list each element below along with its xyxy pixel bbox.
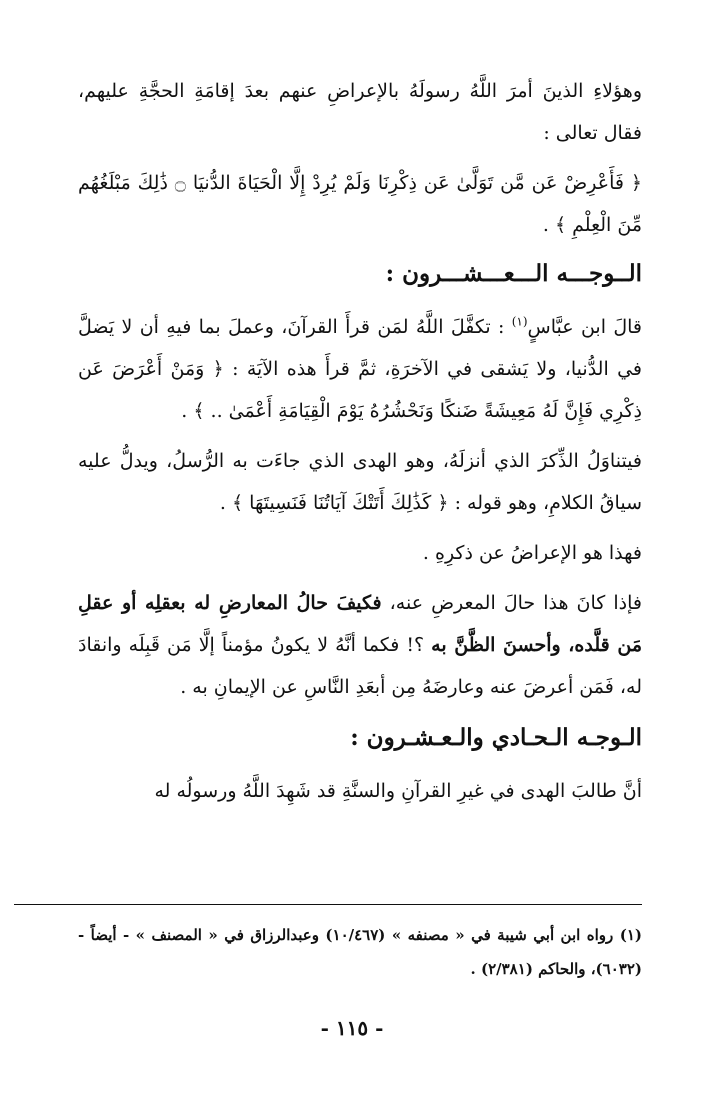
section-heading-twenty-first: الـوجـه الـحـادي والـعـشـرون :	[350, 724, 642, 751]
ibn-abbas-text-cont: : تكفَّلَ اللَّهُ لمَن قرأَ القرآنَ، وعملَ بما فيهِ أن لا يَضلَّ في الدُّنيا، ولا يَشقى في الآخرَةِ، ثمَّ قرأَ هذه الآيَة : ﴿ وَمَنْ أَعْرَضَ عَن ذِكْرِي فَإِنَّ لَهُ مَعِيشَةً ضَنكًا وَنَحْشُرُهُ يَوْمَ الْقِيَامَةِ أَعْمَىٰ .. ﴾ .	[78, 316, 642, 422]
faidha-text: فإذا كانَ هذا حالَ المعرضِ عنه،	[381, 592, 642, 614]
footnote: (١) رواه ابن أبي شيبة في « مصنفه » (١٠/٤٦٧) وعبدالرزاق في « المصنف » - أيضاً - (٦٠٣٢)، والحاكم (٢/٣٨١) .	[78, 926, 642, 978]
paragraph-intro: وهؤلاءِ الذينَ أمرَ اللَّهُ رسولَهُ بالإعراضِ عنهم بعدَ إقامَةِ الحجَّةِ عليهم، فقال تعالى :	[78, 80, 642, 144]
main-text	[78, 70, 642, 820]
paragraph-last: أنَّ طالبَ الهدى في غيرِ القرآنِ والسنَّةِ قد شَهِدَ اللَّهُ ورسولُه له	[154, 780, 642, 802]
page-number: - ١١٥ -	[320, 1016, 384, 1040]
paragraph-dhikr: فيتناوَلُ الذِّكرَ الذي أنزلَهُ، وهو الهدى الذي جاءَت به الرُّسلُ، ويدلُّ عليه سياقُ الكلامِ، وهو قوله : ﴿ كَذَٰلِكَ أَتَتْكَ آيَاتُنَا فَنَسِيتَهَا ﴾ .	[78, 450, 642, 514]
quran-verse-1: ﴿ فَأَعْرِضْ عَن مَّن تَوَلَّىٰ عَن ذِكْرِنَا وَلَمْ يُرِدْ إِلَّا الْحَيَاةَ الدُّنيَا ۝ ذَٰلِكَ مَبْلَغُهُم مِّنَ الْعِلْمِ ﴾ .	[78, 172, 642, 236]
faidha-bold-text: فكيفَ حالُ المعارضِ له بعقلِه أو عقلِ مَن قلَّده، وأحسنَ الظَّنَّ به	[78, 592, 642, 656]
faidha-text-cont: ؟! فكما أنَّهُ لا يكونُ مؤمناً إلَّا مَن قَبِلَه وانقادَ له، فَمَن أعرضَ عنه وعارضَهُ مِن أبعَدِ النَّاسِ عن الإيمانِ به .	[78, 634, 642, 698]
paragraph-ibn-abbas	[78, 306, 642, 432]
ibn-abbas-text: قالَ ابن عبَّاسٍ	[527, 316, 643, 338]
section-heading-twentieth: الــوجـــه الـــعـــشـــرون :	[385, 260, 642, 287]
paragraph-faidha	[78, 582, 642, 708]
footnote-reference: (١)	[511, 314, 528, 329]
footnote-divider	[14, 904, 642, 905]
paragraph-irad: فهذا هو الإعراضُ عن ذكرِهِ .	[422, 542, 642, 564]
